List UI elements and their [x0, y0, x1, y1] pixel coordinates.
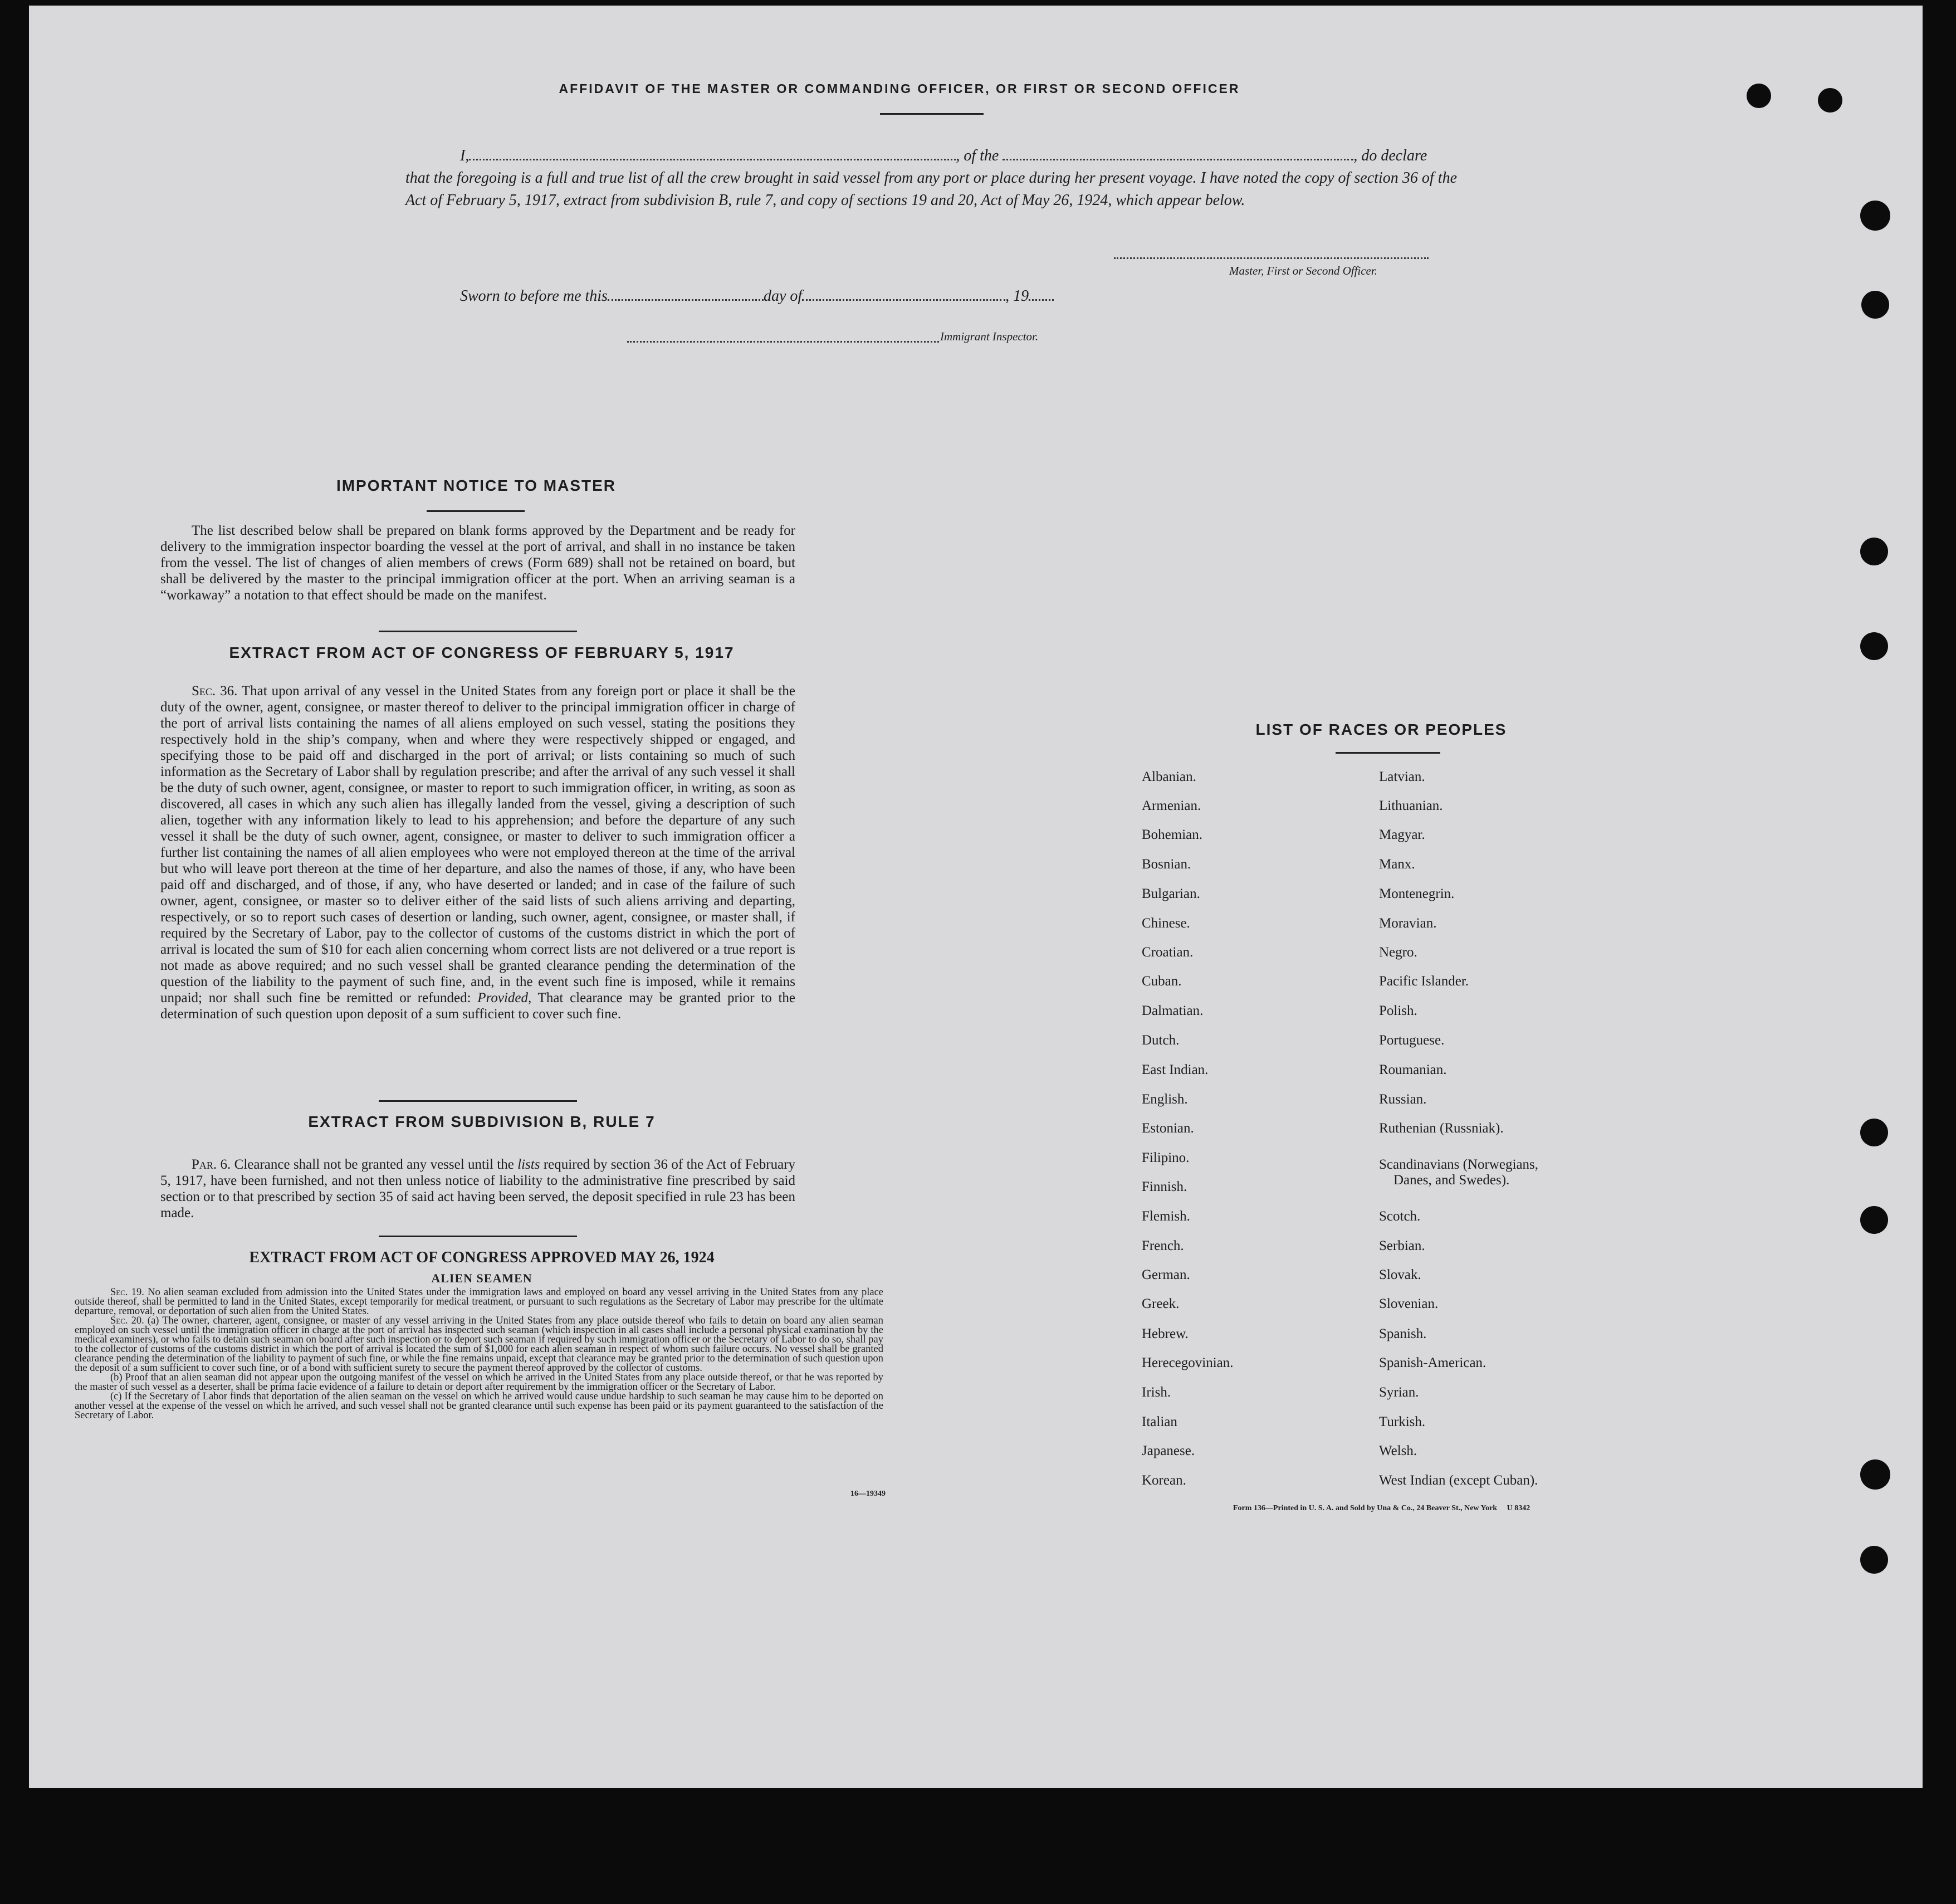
- race-manx: Manx.: [1379, 857, 1415, 872]
- punch-hole-6: [1860, 632, 1888, 660]
- punch-hole-5: [1860, 538, 1888, 565]
- punch-hole-2: [1818, 88, 1842, 113]
- race-english: English.: [1142, 1092, 1188, 1107]
- punch-hole-9: [1860, 1459, 1890, 1490]
- race-serbian: Serbian.: [1379, 1238, 1425, 1253]
- punch-hole-8: [1860, 1206, 1888, 1234]
- notice-body: The list described below shall be prepared on blank forms approved by the Department and be ready for delivery to the immigration inspector boarding the vessel at the port of arrival, and shall in no instance be taken from the vessel. The list of changes of alien members of crews (Form 689) shall not be retained on board, but shall be delivered by the master to the principal immigration officer at the port. When an arriving seaman is a “workaway” a notation to that effect should be made on the manifest.: [160, 523, 795, 603]
- race-chinese: Chinese.: [1142, 916, 1190, 931]
- race-scotch: Scotch.: [1379, 1209, 1421, 1224]
- race-montenegrin: Montenegrin.: [1379, 886, 1455, 901]
- race-armenian: Armenian.: [1142, 798, 1201, 813]
- affidavit-heading-rule: [880, 113, 984, 115]
- declare-of-the-label: , of the: [956, 147, 999, 164]
- sec-19-label: Sec. 19.: [110, 1287, 144, 1298]
- race-greek: Greek.: [1142, 1296, 1180, 1311]
- lists-word: lists: [517, 1157, 540, 1172]
- race-west-indian: West Indian (except Cuban).: [1379, 1473, 1538, 1488]
- extract-1924-heading: EXTRACT FROM ACT OF CONGRESS APPROVED MAY 26, 1924: [249, 1249, 715, 1266]
- sworn-day-of: day of: [763, 287, 803, 305]
- form-code-left: 16—19349: [850, 1490, 886, 1498]
- affidavit-declaration-line: [460, 145, 1457, 167]
- race-moravian: Moravian.: [1379, 916, 1437, 931]
- race-portuguese: Portuguese.: [1379, 1033, 1445, 1048]
- sec-36-proviso: That clearance may be granted prior to the determination of such question upon deposit of a sum sufficient to cover such fine.: [160, 990, 795, 1022]
- par-6-label: Par. 6.: [192, 1157, 231, 1172]
- extract-1924-body: [75, 1288, 883, 1420]
- race-spanish: Spanish.: [1379, 1326, 1427, 1341]
- race-filipino: Filipino.: [1142, 1150, 1190, 1165]
- race-albanian: Albanian.: [1142, 769, 1196, 784]
- punch-hole-7: [1860, 1119, 1888, 1146]
- race-dutch: Dutch.: [1142, 1033, 1180, 1048]
- races-heading-rule: [1336, 752, 1440, 754]
- provided-word: Provided,: [477, 990, 532, 1005]
- punch-hole-1: [1747, 84, 1771, 108]
- race-irish: Irish.: [1142, 1385, 1171, 1400]
- race-russian: Russian.: [1379, 1092, 1427, 1107]
- sworn-year-field[interactable]: [1029, 299, 1054, 301]
- printer-note: Form 136—Printed in U. S. A. and Sold by Una & Co., 24 Beaver St., New York: [1233, 1504, 1498, 1512]
- extract-1917-end-rule: [379, 1100, 577, 1102]
- par-6-text-cont: required by section 36 of the Act of February 5, 1917, have been furnished, and not then unless notice of liability to the administrative fine prescribed by said section or to that prescribed by section 35 of said act having been served, the deposit specified in rule 23 has been made.: [160, 1157, 796, 1220]
- race-scandinavians-cont: Danes, and Swedes).: [1393, 1173, 1510, 1188]
- race-hebrew: Hebrew.: [1142, 1326, 1189, 1341]
- race-dalmatian: Dalmatian.: [1142, 1003, 1204, 1018]
- alien-seamen-subheading: ALIEN SEAMEN: [431, 1271, 532, 1285]
- sworn-day-field[interactable]: [608, 299, 764, 301]
- inspector-signature-line[interactable]: [627, 341, 939, 343]
- race-japanese: Japanese.: [1142, 1443, 1195, 1458]
- sec-19-text: No alien seaman excluded from admission into the United States under the immigration laws and employed on board any vessel arriving in the United States from any place outside thereof, shall be permitted to land in the United States, except temporarily for medical treatment, or pursuant to such regulations as the Secretary of Labor may prescribe for the ultimate departure, removal, or deportation of such alien from the United States.: [75, 1287, 883, 1317]
- race-bulgarian: Bulgarian.: [1142, 886, 1200, 901]
- declare-do-declare-label: , do declare: [1353, 147, 1427, 164]
- inspector-caption: Immigrant Inspector.: [940, 330, 1039, 343]
- master-signature-line[interactable]: [1114, 257, 1429, 259]
- race-slovak: Slovak.: [1379, 1267, 1421, 1282]
- race-italian: Italian: [1142, 1414, 1177, 1429]
- race-lithuanian: Lithuanian.: [1379, 798, 1443, 813]
- race-ruthenian: Ruthenian (Russniak).: [1379, 1121, 1504, 1136]
- race-herecegovinian: Herecegovinian.: [1142, 1355, 1234, 1370]
- sworn-line: [460, 285, 1184, 307]
- race-flemish: Flemish.: [1142, 1209, 1190, 1224]
- race-cuban: Cuban.: [1142, 974, 1182, 989]
- extract-1917-body: [160, 683, 795, 1022]
- affidavit-declaration-body: that the foregoing is a full and true list of all the crew brought in said vessel from any port or place during her present voyage. I have noted the copy of section 36 of the Act of February 5, 1917, extract from subdivision B, rule 7, and copy of sections 19 and 20, Act of May 26, 1924, which appear below.: [405, 169, 1457, 209]
- race-polish: Polish.: [1379, 1003, 1417, 1018]
- punch-hole-4: [1861, 291, 1889, 319]
- race-spanish-american: Spanish-American.: [1379, 1355, 1486, 1370]
- race-pacific-islander: Pacific Islander.: [1379, 974, 1469, 989]
- race-negro: Negro.: [1379, 945, 1417, 960]
- sworn-month-field[interactable]: [802, 299, 1005, 301]
- affidavit-heading: AFFIDAVIT OF THE MASTER OR COMMANDING OFFICER, OR FIRST OR SECOND OFFICER: [559, 81, 1240, 96]
- race-latvian: Latvian.: [1379, 769, 1425, 784]
- rule7-end-rule: [379, 1236, 577, 1237]
- master-caption: Master, First or Second Officer.: [1229, 264, 1377, 277]
- par-6-text: Clearance shall not be granted any vessel until the: [234, 1157, 514, 1172]
- race-welsh: Welsh.: [1379, 1443, 1417, 1458]
- punch-hole-3: [1860, 201, 1890, 231]
- sec-36-text: That upon arrival of any vessel in the United States from any foreign port or place it shall be the duty of the owner, agent, consignee, or master thereof to deliver to the principal immigration officer in charge of the port of arrival lists containing the names of all aliens employed on such vessel, stating the positions they respectively hold in the ship’s company, when and where they were respectively shipped or engaged, and specifying those to be paid off and discharged in the port of arrival; or lists containing so much of such information as the Secretary of Labor shall by regulation prescribe; and after the arrival of any such vessel it shall be the duty of such owner, agent, consignee, or master to report to such immigration officer, in writing, as soon as discovered, all cases in which any such alien has illegally landed from the vessel, giving a description of such alien, together with any information likely to lead to his apprehension; and before the departure of any such vessel it shall be the duty of such owner, agent, consignee, or master to deliver to such immigration officer a further list containing the names of all alien employees who were not employed thereon at the time of the arrival but who will leave port thereon at the time of her departure, and also the names of those, if any, who have been paid off and discharged, and of those, if any, who have deserted or landed; and in case of the failure of such owner, agent, consignee, or master so to deliver either of the said lists of such aliens arriving and departing, respectively, or so to report such cases of desertion or landing, such owner, agent, consignee, or master shall, if required by the Secretary of Labor, pay to the collector of customs of the customs district in which the port of arrival is located the sum of $10 for each alien concerning whom correct lists are not delivered or a true report is not made as above required; and no such vessel shall be granted clearance pending the determination of the question of the liability to the payment of such fine, and, in the event such fine is imposed, while it remains unpaid; nor shall such fine be remitted or refunded:: [160, 684, 795, 1005]
- race-magyar: Magyar.: [1379, 827, 1425, 842]
- sec-20b-paragraph: (b) Proof that an alien seaman did not appear upon the outgoing manifest of the vessel on which he arrived in the United States from any place outside thereof, or that he was reported by the master of such vessel as a deserter, shall be prima facie evidence of a failure to detain or deport after requirement by the immigration officer or the Secretary of Labor.: [75, 1372, 883, 1393]
- races-heading: LIST OF RACES OR PEOPLES: [1255, 721, 1507, 738]
- notice-heading: IMPORTANT NOTICE TO MASTER: [336, 477, 617, 494]
- race-french: French.: [1142, 1238, 1184, 1253]
- race-german: German.: [1142, 1267, 1190, 1282]
- printer-footer: [1233, 1504, 1645, 1513]
- race-roumanian: Roumanian.: [1379, 1062, 1447, 1077]
- race-slovenian: Slovenian.: [1379, 1296, 1439, 1311]
- race-east-indian: East Indian.: [1142, 1062, 1209, 1077]
- rule7-body: [160, 1156, 795, 1221]
- sec-20a-paragraph: [75, 1316, 883, 1373]
- extract-1917-heading: EXTRACT FROM ACT OF CONGRESS OF FEBRUARY 5, 1917: [229, 644, 735, 661]
- rule7-heading: EXTRACT FROM SUBDIVISION B, RULE 7: [308, 1113, 656, 1130]
- race-turkish: Turkish.: [1379, 1414, 1426, 1429]
- declarant-name-field[interactable]: [469, 159, 956, 160]
- race-bohemian: Bohemian.: [1142, 827, 1203, 842]
- notice-heading-rule: [427, 510, 525, 512]
- race-finnish: Finnish.: [1142, 1179, 1187, 1194]
- sworn-year-prefix: , 19: [1005, 287, 1029, 305]
- form-code: U 8342: [1507, 1504, 1530, 1512]
- sec-20c-paragraph: (c) If the Secretary of Labor finds that deportation of the alien seaman on the vessel on which he arrived would cause undue hardship to such seaman he may cause him to be deported on another vessel at the expense of the vessel on which he arrived, and such vessel shall not be granted clearance until such expense has been paid or its payment guaranteed to the satisfaction of the Secretary of Labor.: [75, 1391, 883, 1421]
- race-bosnian: Bosnian.: [1142, 857, 1191, 872]
- race-syrian: Syrian.: [1379, 1385, 1419, 1400]
- sworn-prefix: Sworn to before me this: [460, 287, 608, 305]
- race-scandinavians: Scandinavians (Norwegians,: [1379, 1157, 1539, 1172]
- sec-36-label: Sec. 36.: [192, 684, 238, 699]
- race-estonian: Estonian.: [1142, 1121, 1194, 1136]
- sec-19-paragraph: [75, 1288, 883, 1316]
- vessel-name-field[interactable]: [1003, 159, 1353, 160]
- race-korean: Korean.: [1142, 1473, 1186, 1488]
- sec-20-label: Sec. 20.: [110, 1315, 144, 1326]
- notice-section-rule: [379, 631, 577, 632]
- declare-i-label: I,: [460, 147, 470, 164]
- punch-hole-10: [1860, 1546, 1888, 1574]
- race-croatian: Croatian.: [1142, 945, 1194, 960]
- sec-20a-text: (a) The owner, charterer, agent, consignee, or master of any vessel arriving in the United States from any place outside thereof who fails to detain on board any alien seaman employed on such vessel until the immigration officer in charge at the port of arrival has inspected such seaman (which inspection in all cases shall include a personal physical examination by the medical examiners), or who fails to detain such seaman on board after such inspection or to deport such seaman if required by such immigration officer or the Secretary of Labor to do so, shall pay to the collector of customs of the customs district in which the port of arrival is located the sum of $1,000 for each alien seaman in respect of whom such failure occurs. No vessel shall be granted clearance pending the determination of the liability to payment of such fine, or while the fine remains unpaid, except that clearance may be granted prior to the determination of such question upon the deposit of a sum sufficient to cover such fine, or of a bond with sufficient surety to secure the payment thereof approved by the collector of customs.: [75, 1315, 884, 1374]
